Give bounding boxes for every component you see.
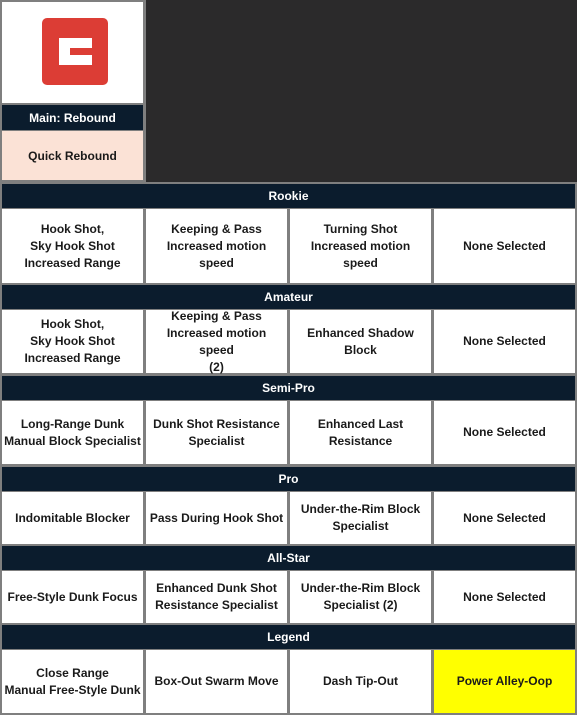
tier-legend-slot-3[interactable]: Dash Tip-Out <box>290 650 431 713</box>
tier-pro-slot-4[interactable]: None Selected <box>434 492 575 544</box>
tier-amateur-slot-2[interactable]: Keeping & Pass Increased motion speed (2) <box>146 310 287 373</box>
tier-legend-slot-4[interactable]: Power Alley-Oop <box>434 650 575 713</box>
tier-rookie-slot-1[interactable]: Hook Shot, Sky Hook Shot Increased Range <box>2 209 143 283</box>
tier-header-semi-pro: Semi-Pro <box>2 376 575 400</box>
tier-header-legend: Legend <box>2 625 575 649</box>
tier-rookie-slot-3[interactable]: Turning Shot Increased motion speed <box>290 209 431 283</box>
main-role-header: Main: Rebound <box>2 105 143 130</box>
tier-rookie-slot-4[interactable]: None Selected <box>434 209 575 283</box>
tier-amateur-slot-4[interactable]: None Selected <box>434 310 575 373</box>
tier-header-amateur: Amateur <box>2 285 575 309</box>
tier-legend-slot-1[interactable]: Close Range Manual Free-Style Dunk <box>2 650 143 713</box>
c-logo-icon <box>42 18 108 85</box>
tier-semi-pro-slot-1[interactable]: Long-Range Dunk Manual Block Specialist <box>2 401 143 464</box>
tier-pro-slot-3[interactable]: Under-the-Rim Block Specialist <box>290 492 431 544</box>
tier-all-star-slot-2[interactable]: Enhanced Dunk Shot Resistance Specialist <box>146 571 287 623</box>
top-section <box>0 0 577 182</box>
tier-amateur-slot-3[interactable]: Enhanced Shadow Block <box>290 310 431 373</box>
tier-amateur-slot-1[interactable]: Hook Shot, Sky Hook Shot Increased Range <box>2 310 143 373</box>
empty-panel <box>146 0 577 182</box>
tier-header-all-star: All-Star <box>2 546 575 570</box>
tier-all-star-slot-4[interactable]: None Selected <box>434 571 575 623</box>
tier-semi-pro-slot-4[interactable]: None Selected <box>434 401 575 464</box>
tier-pro-slot-1[interactable]: Indomitable Blocker <box>2 492 143 544</box>
logo-cell <box>2 2 143 103</box>
tier-all-star-slot-3[interactable]: Under-the-Rim Block Specialist (2) <box>290 571 431 623</box>
tier-rookie-slot-2[interactable]: Keeping & Pass Increased motion speed <box>146 209 287 283</box>
tier-semi-pro-slot-3[interactable]: Enhanced Last Resistance <box>290 401 431 464</box>
tier-all-star-slot-1[interactable]: Free-Style Dunk Focus <box>2 571 143 623</box>
tier-pro-slot-2[interactable]: Pass During Hook Shot <box>146 492 287 544</box>
tier-header-rookie: Rookie <box>2 184 575 208</box>
tier-legend-slot-2[interactable]: Box-Out Swarm Move <box>146 650 287 713</box>
tier-semi-pro-slot-2[interactable]: Dunk Shot Resistance Specialist <box>146 401 287 464</box>
tier-header-pro: Pro <box>2 467 575 491</box>
main-role-value[interactable]: Quick Rebound <box>2 131 143 180</box>
